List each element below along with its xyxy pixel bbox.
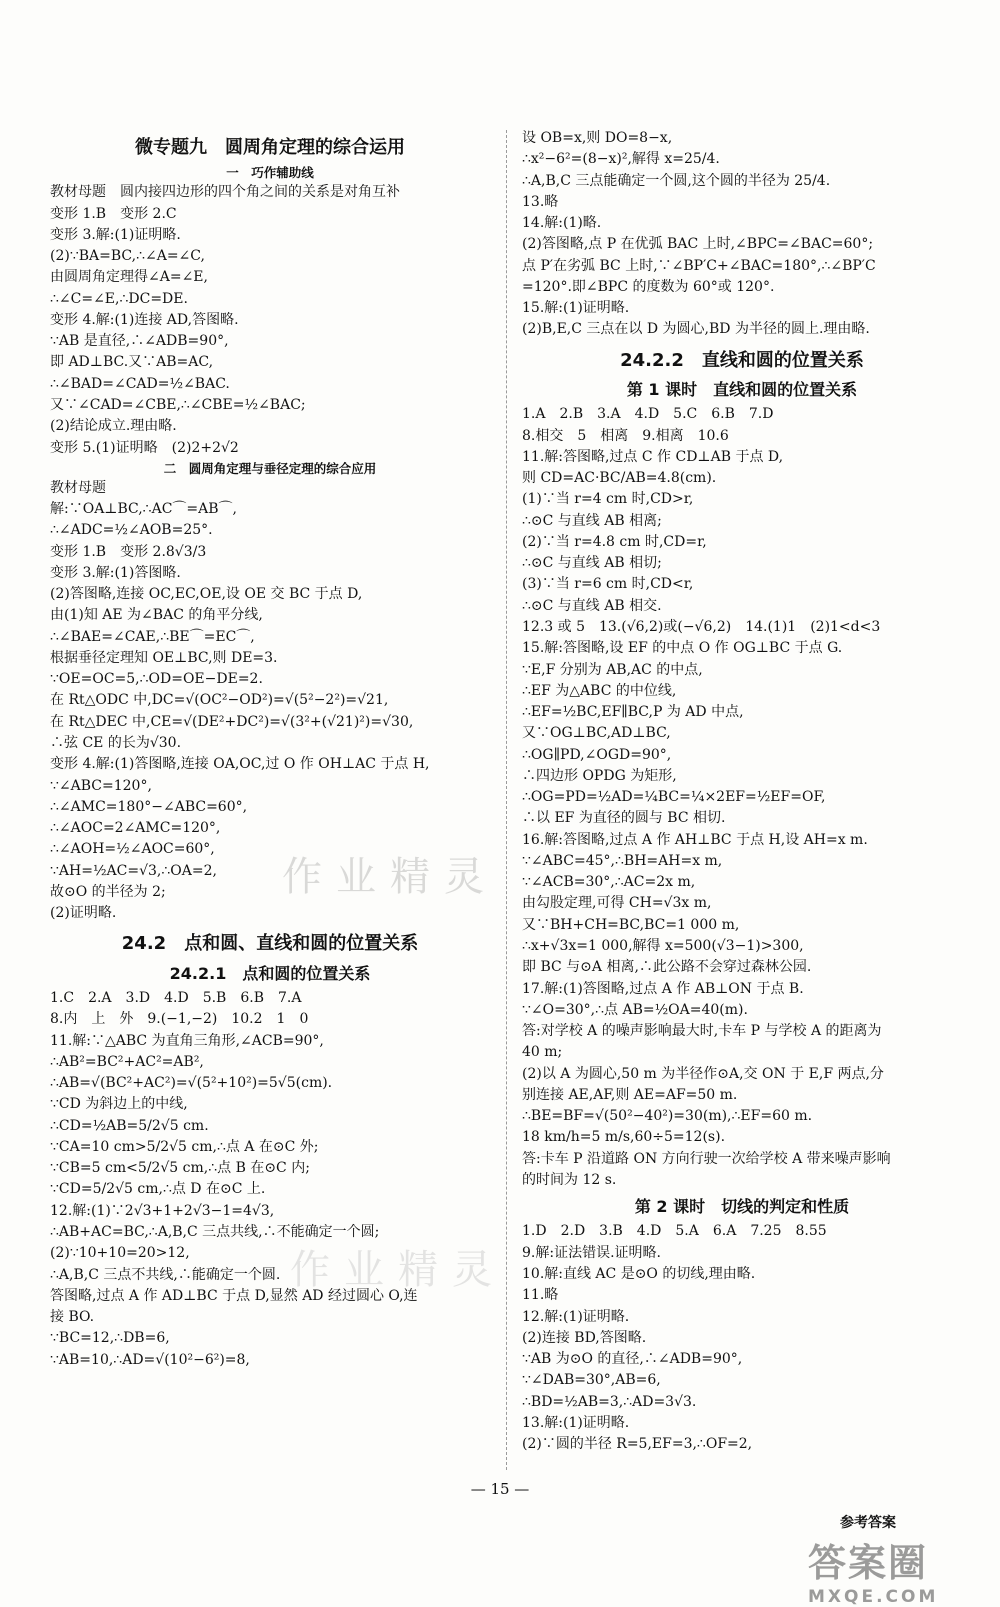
section-heading: 24.2 点和圆、直线和圆的位置关系 xyxy=(121,933,419,955)
answer-line: 由(1)知 AE 为∠BAC 的角平分线, xyxy=(50,607,263,624)
answer-line: 11.解:答图略,过点 C 作 CD⊥AB 于点 D, xyxy=(522,448,784,465)
answer-line: 教材母题 xyxy=(50,479,106,496)
answer-line: 答图略,过点 A 作 AD⊥BC 于点 D,显然 AD 经过圆心 O,连 xyxy=(50,1287,418,1304)
left-answer-column xyxy=(50,128,490,1371)
answer-line: 故⊙O 的半径为 2; xyxy=(50,883,166,900)
answer-line: 点 P′在劣弧 BC 上时,∵∠BP′C+∠BAC=180°,∴∠BP′C xyxy=(522,257,876,274)
answer-line: ∴AB+AC=BC,∴A,B,C 三点共线,∴不能确定一个圆; xyxy=(50,1223,380,1240)
answer-line: ∴⊙C 与直线 AB 相离; xyxy=(522,512,662,529)
answer-line: ∴∠C=∠E,∴DC=DE. xyxy=(50,290,188,307)
answer-line: ∴A,B,C 三点不共线,∴能确定一个圆. xyxy=(50,1266,281,1283)
answer-line: 解:∵OA⊥BC,∴AC⌒=AB⌒, xyxy=(50,501,237,518)
brand-name: 答案圈 xyxy=(808,1541,929,1585)
section-label: 参考答案 xyxy=(840,1515,896,1531)
answer-line: (1)∵当 r=4 cm 时,CD>r, xyxy=(522,491,694,508)
answer-line: 15.解:(1)证明略. xyxy=(522,300,630,317)
answer-line: (2)答图略,连接 OC,EC,OE,设 OE 交 BC 于点 D, xyxy=(50,586,363,603)
brand-url: MXQE.COM xyxy=(808,1587,939,1607)
answer-line: 答:对学校 A 的噪声影响最大时,卡车 P 与学校 A 的距离为 xyxy=(522,1023,882,1040)
answer-line: ∴AB=√(BC²+AC²)=√(5²+10²)=5√5(cm). xyxy=(50,1075,333,1092)
answer-line: ∴EF=½BC,EF∥BC,P 为 AD 中点, xyxy=(522,704,744,721)
answer-line: (2)∵当 r=4.8 cm 时,CD=r, xyxy=(522,533,707,550)
answer-line: 12.解:(1)证明略. xyxy=(522,1308,630,1325)
answer-line: (2)结论成立.理由略. xyxy=(50,418,177,435)
answer-line: 40 m; xyxy=(522,1044,563,1061)
answer-line: ∵CB=5 cm<5/2√5 cm,∴点 B 在⊙C 内; xyxy=(50,1160,310,1177)
answer-line: 10.解:直线 AC 是⊙O 的切线,理由略. xyxy=(522,1266,756,1282)
answer-line: ∵BC=12,∴DB=6, xyxy=(50,1330,170,1347)
answer-line: 17.解:(1)答图略,过点 A 作 AB⊥ON 于点 B. xyxy=(522,980,804,997)
watermark-brand-logo xyxy=(808,1532,938,1607)
answer-line: 由圆周角定理得∠A=∠E, xyxy=(50,269,208,286)
watermark-center: 作业精灵 xyxy=(282,854,498,900)
answer-line: 又∵∠CAD=∠CBE,∴∠CBE=½∠BAC; xyxy=(50,397,306,414)
answer-line: 变形 3.解:(1)答图略. xyxy=(50,564,181,581)
answer-line: ∴∠AOH=½∠AOC=60°, xyxy=(50,841,215,858)
answer-line: (2)以 A 为圆心,50 m 为半径作⊙A,交 ON 于 E,F 两点,分 xyxy=(522,1065,884,1082)
answer-line: ∴∠BAD=∠CAD=½∠BAC. xyxy=(50,375,230,392)
answer-line: ∴∠ADC=½∠AOB=25°. xyxy=(50,522,213,539)
answer-line: 别连接 AE,AF,则 AE=AF=50 m. xyxy=(522,1086,738,1103)
answer-line: (2)∵圆的半径 R=5,EF=3,∴OF=2, xyxy=(522,1436,753,1453)
answer-line: 9.解:证法错误.证明略. xyxy=(522,1244,661,1261)
answer-line: ∴四边形 OPDG 为矩形, xyxy=(522,767,677,784)
answer-line: 设 OB=x,则 DO=8−x, xyxy=(522,130,673,146)
answer-line: ∴∠AOC=2∠AMC=120°, xyxy=(50,820,221,837)
page-number: — 15 — xyxy=(470,1480,530,1498)
answer-line: ∵∠ABC=120°, xyxy=(50,777,152,794)
section-heading: 微专题九 圆周角定理的综合运用 xyxy=(135,137,405,158)
answer-line: ∴⊙C 与直线 AB 相交. xyxy=(522,597,662,614)
answer-line: ∵AB 为⊙O 的直径,∴∠ADB=90°, xyxy=(522,1351,743,1368)
answer-line: ∵CA=10 cm>5/2√5 cm,∴点 A 在⊙C 外; xyxy=(50,1138,319,1155)
answer-line: ∴BD=½AB=3,∴AD=3√3. xyxy=(522,1393,697,1410)
answer-line: ∴BE=BF=√(50²−40²)=30(m),∴EF=60 m. xyxy=(522,1108,813,1125)
answer-line: 教材母题 圆内接四边形的四个角之间的关系是对角互补 xyxy=(50,184,400,201)
answer-line: 13.解:(1)证明略. xyxy=(522,1414,630,1431)
answer-line: ∵CD 为斜边上的中线, xyxy=(50,1096,188,1113)
watermark-middle: 作业精灵 xyxy=(290,1247,506,1293)
answer-line: 在 Rt△DEC 中,CE=√(DE²+DC²)=√(3²+(√21)²)=√30, xyxy=(50,713,414,730)
answer-line: ∴A,B,C 三点能确定一个圆,这个圆的半径为 25/4. xyxy=(522,172,831,189)
answer-line: 又∵BH+CH=BC,BC=1 000 m, xyxy=(522,916,740,933)
answer-line: (2)∵10+10=20>12, xyxy=(50,1245,190,1262)
answer-line: (3)∵当 r=6 cm 时,CD<r, xyxy=(522,576,694,593)
right-answer-column xyxy=(522,128,962,1455)
answer-line: 14.解:(1)略. xyxy=(522,215,602,232)
answer-line: 13.略 xyxy=(522,193,559,210)
answer-line: 15.解:答图略,设 EF 的中点 O 作 OG⊥BC 于点 G. xyxy=(522,640,843,657)
answer-line: ∴CD=½AB=5/2√5 cm. xyxy=(50,1117,209,1134)
answer-line: (2)连接 BD,答图略. xyxy=(522,1329,647,1346)
answer-line: 在 Rt△ODC 中,DC=√(OC²−OD²)=√(5²−2²)=√21, xyxy=(50,692,389,709)
answer-line: (2)答图略,点 P 在优弧 BAC 上时,∠BPC=∠BAC=60°; xyxy=(522,236,874,253)
answer-line: 1.D 2.D 3.B 4.D 5.A 6.A 7.25 8.55 xyxy=(522,1223,827,1240)
answer-line: ∴OG∥PD,∠OGD=90°, xyxy=(522,746,672,763)
answer-line: ∴∠AMC=180°−∠ABC=60°, xyxy=(50,798,248,815)
section-heading: 第 2 课时 切线的判定和性质 xyxy=(634,1197,850,1217)
answer-line: 变形 5.(1)证明略 (2)2+2√2 xyxy=(50,439,239,456)
answer-line: ∴∠BAE=∠CAE,∴BE⌒=EC⌒, xyxy=(50,628,255,645)
answer-line: 由勾股定理,可得 CH=√3x m, xyxy=(522,895,712,912)
answer-line: 12.解:(1)∵2√3+1+2√3−1=4√3, xyxy=(50,1202,275,1219)
answer-line: ∵CD=5/2√5 cm,∴点 D 在⊙C 上. xyxy=(50,1181,266,1198)
answer-line: 8.相交 5 相离 9.相离 10.6 xyxy=(522,427,729,444)
answer-line: 18 km/h=5 m/s,60÷5=12(s). xyxy=(522,1129,726,1146)
column-divider xyxy=(506,130,507,1470)
answer-line: ∵∠DAB=30°,AB=6, xyxy=(522,1372,661,1389)
answer-line: ∴弦 CE 的长为√30. xyxy=(50,735,182,751)
answer-line: 1.A 2.B 3.A 4.D 5.C 6.B 7.D xyxy=(522,406,774,423)
answer-line: ∵OE=OC=5,∴OD=OE−DE=2. xyxy=(50,671,263,688)
answer-line: 变形 3.解:(1)证明略. xyxy=(50,226,181,243)
answer-line: 即 BC 与⊙A 相离,∴此公路不会穿过森林公园. xyxy=(522,959,812,976)
answer-line: ∴x+√3x=1 000,解得 x=500(√3−1)>300, xyxy=(522,937,804,954)
answer-line: 变形 4.解:(1)答图略,连接 OA,OC,过 O 作 OH⊥AC 于点 H, xyxy=(50,756,430,773)
section-heading: 24.2.2 直线和圆的位置关系 xyxy=(620,349,864,371)
answer-line: ∴x²−6²=(8−x)²,解得 x=25/4. xyxy=(522,151,720,168)
answer-line: ∴以 EF 为直径的圆与 BC 相切. xyxy=(522,810,726,827)
answer-line: 的时间为 12 s. xyxy=(522,1171,617,1188)
answer-line: 根据垂径定理知 OE⊥BC,则 DE=3. xyxy=(50,649,278,666)
answer-line: ∵∠ACB=30°,∴AC=2x m, xyxy=(522,874,696,891)
answer-line: (2)B,E,C 三点在以 D 为圆心,BD 为半径的圆上.理由略. xyxy=(522,321,870,338)
answer-line: ∴OG=PD=½AD=¼BC=¼×2EF=½EF=OF, xyxy=(522,789,826,806)
answer-line: ∵∠ABC=45°,∴BH=AH=x m, xyxy=(522,852,723,869)
answer-line: ∵E,F 分别为 AB,AC 的中点, xyxy=(522,661,703,678)
answer-line: =120°.即∠BPC 的度数为 60°或 120°. xyxy=(522,278,775,295)
answer-line: 16.解:答图略,过点 A 作 AH⊥BC 于点 H,设 AH=x m. xyxy=(522,831,868,848)
answer-line: 变形 4.解:(1)连接 AD,答图略. xyxy=(50,311,239,328)
answer-line: 12.3 或 5 13.(√6,2)或(−√6,2) 14.(1)1 (2)1<d<3 xyxy=(522,618,881,635)
section-heading: 24.2.1 点和圆的位置关系 xyxy=(169,963,371,983)
answer-line: 接 BO. xyxy=(50,1309,95,1326)
answer-line: (2)证明略. xyxy=(50,905,117,922)
answer-line: ∴AB²=BC²+AC²=AB², xyxy=(50,1053,204,1070)
answer-line: ∵AB 是直径,∴∠ADB=90°, xyxy=(50,333,229,350)
answer-line: (2)∵BA=BC,∴∠A=∠C, xyxy=(50,248,205,265)
answer-line: 又∵OG⊥BC,AD⊥BC, xyxy=(522,725,671,742)
answer-line: 答:卡车 P 沿道路 ON 方向行驶一次给学校 A 带来噪声影响 xyxy=(522,1150,891,1167)
answer-line: 11.略 xyxy=(522,1287,559,1304)
answer-line: ∵∠O=30°,∴点 AB=½OA=40(m). xyxy=(522,1001,748,1018)
answer-line: 变形 1.B 变形 2.C xyxy=(50,205,177,222)
answer-line: 则 CD=AC·BC/AB=4.8(cm). xyxy=(522,470,717,487)
answer-line: 即 AD⊥BC.又∵AB=AC, xyxy=(50,354,214,371)
section-heading: 二 圆周角定理与垂径定理的综合应用 xyxy=(163,460,377,476)
answer-line: 变形 1.B 变形 2.8√3/3 xyxy=(50,543,207,560)
answer-line: 11.解:∵△ABC 为直角三角形,∠ACB=90°, xyxy=(50,1032,324,1049)
answer-line: ∵AH=½AC=√3,∴OA=2, xyxy=(50,862,217,879)
answer-line: 1.C 2.A 3.D 4.D 5.B 6.B 7.A xyxy=(50,990,302,1007)
section-heading: 一 巧作辅助线 xyxy=(226,165,314,181)
answer-line: ∵AB=10,∴AD=√(10²−6²)=8, xyxy=(50,1351,250,1368)
answer-line: ∴EF 为△ABC 的中位线, xyxy=(522,682,677,699)
answer-line: ∴⊙C 与直线 AB 相切; xyxy=(522,555,662,572)
answer-line: 8.内 上 外 9.(−1,−2) 10.2 1 0 xyxy=(50,1011,309,1028)
section-heading: 第 1 课时 直线和圆的位置关系 xyxy=(626,380,858,400)
